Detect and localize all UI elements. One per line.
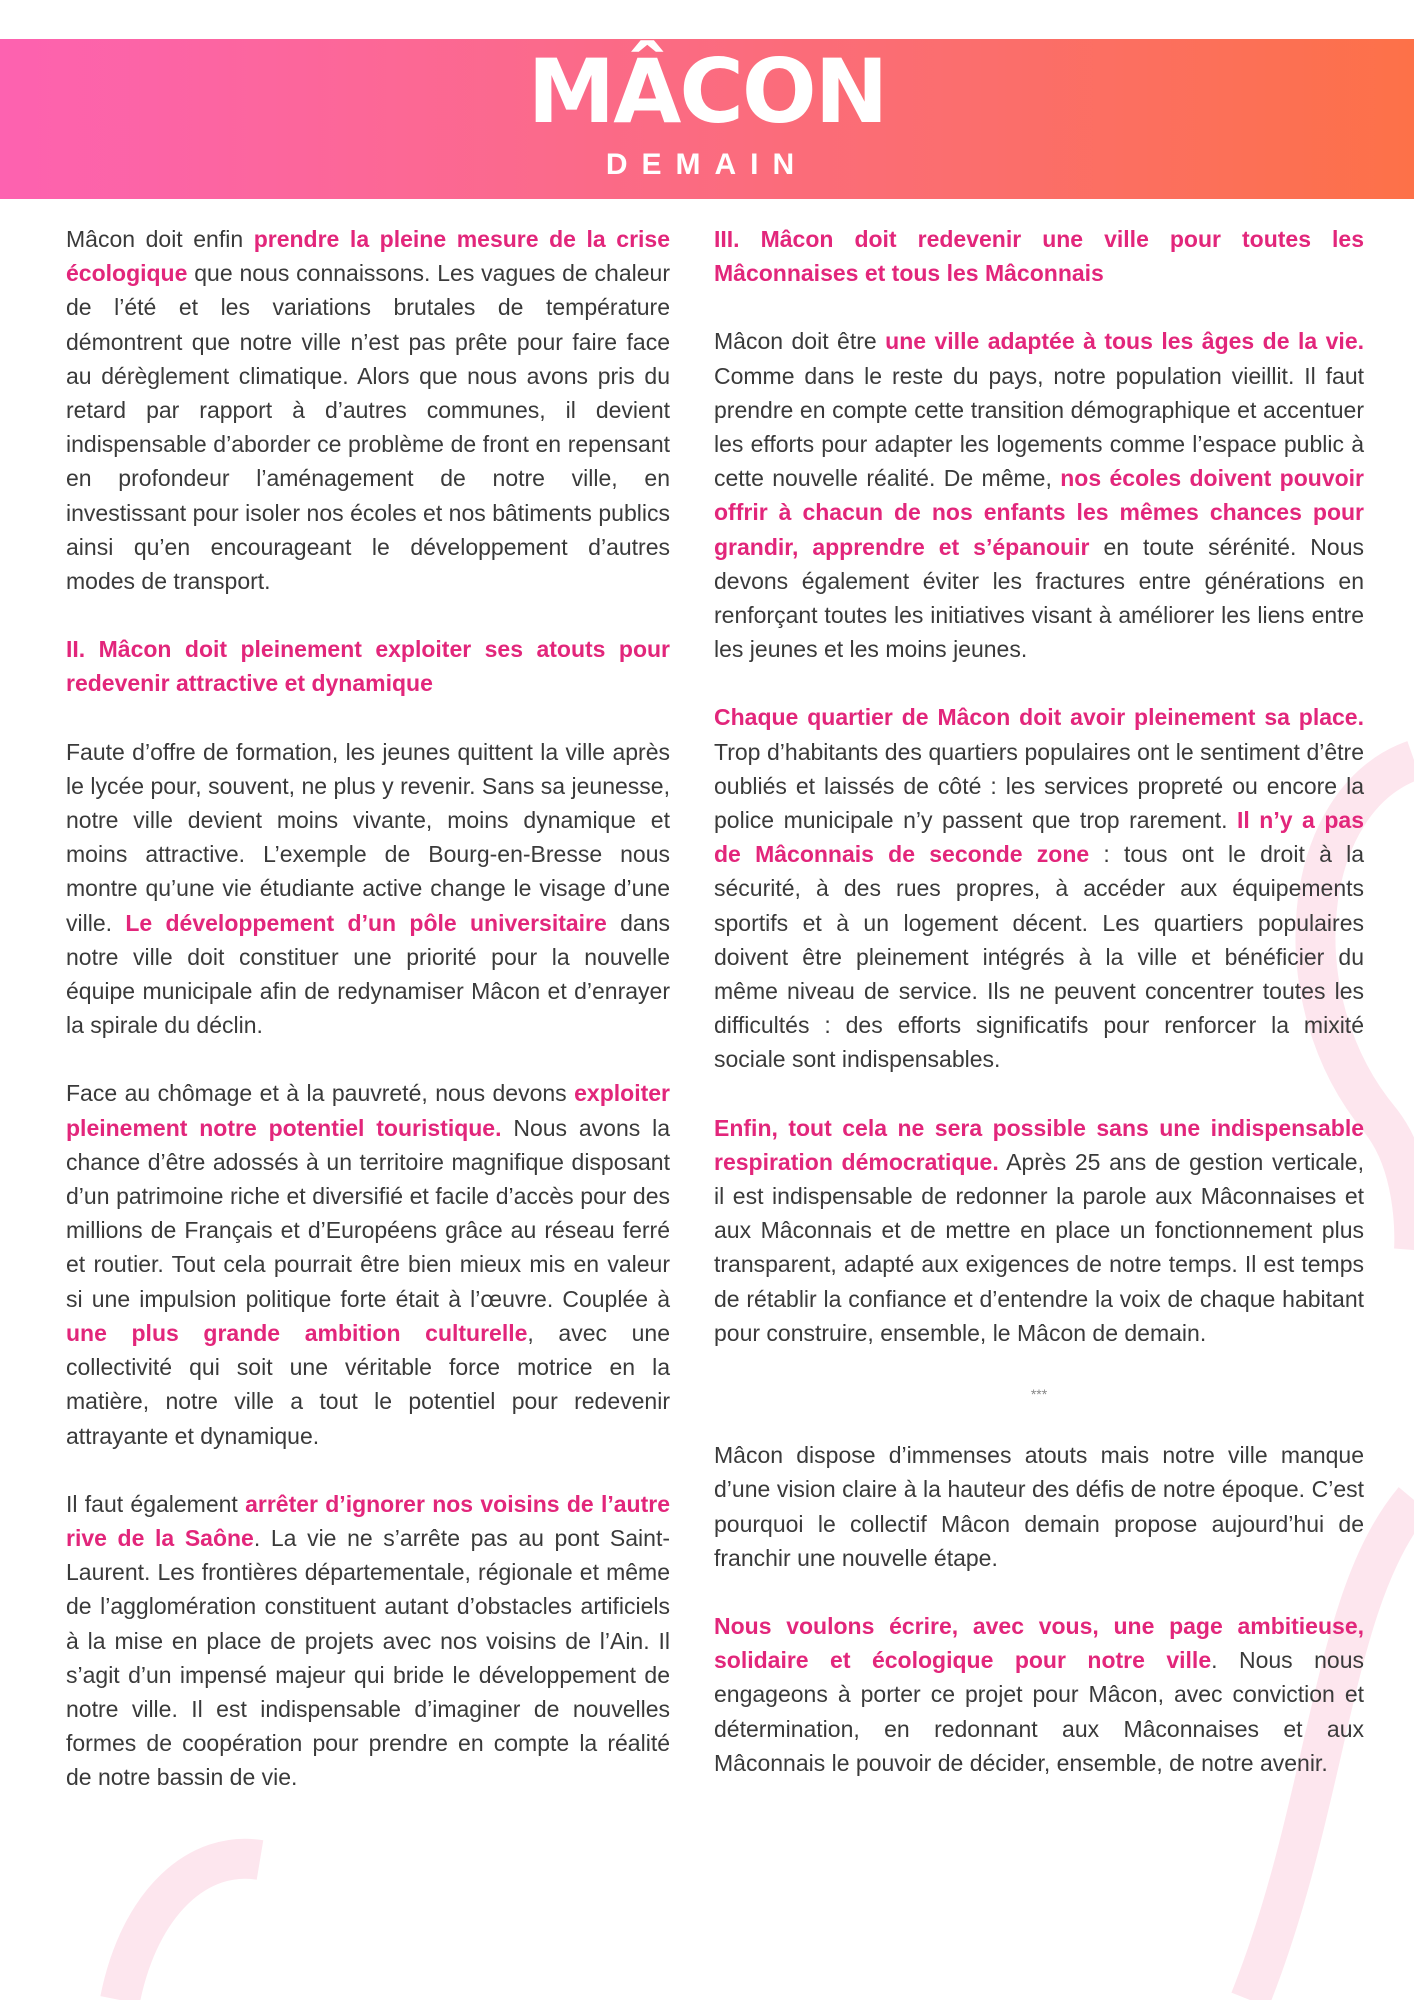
highlighted-text: Enfin, tout cela ne sera possible sans une indispensable respiration démocratique.: [714, 1114, 1364, 1175]
body-text: Il faut également: [66, 1490, 246, 1517]
body-text: : tous ont le droit à la sécurité, à des rues propres, à accéder aux équipements sportifs et à un logement décent. Les quartiers populaires doivent être pleinement intégrés à la ville et bénéficier du même niveau de service. Ils ne peuvent concentrer toutes les difficultés : des efforts significatifs pour renforcer la mixité sociale sont indispensables.: [714, 841, 1364, 1073]
logo-subtitle: DEMAIN: [605, 148, 809, 181]
highlighted-text: exploiter pleinement notre potentiel touristique.: [66, 1080, 670, 1141]
highlighted-text: Nous voulons écrire, avec vous, une page ambitieuse, solidaire et écologique pour notre ville: [714, 1612, 1364, 1674]
body-text: que nous connaissons. Les vagues de chaleur de l’été et les variations brutales de température démontrent que notre ville n’est pas prête pour faire face au dérèglement climatique. Alors que nous avons pris du retard par rapport à d’autres communes, il devient indispensable d’aborder ce problème de front en repensant en profondeur l’aménagement de notre ville, en investissant pour isoler nos écoles et nos bâtiments publics ainsi qu’en encourageant le développement d’autres modes de transport.: [66, 260, 670, 595]
highlighted-text: une plus grande ambition culturelle: [66, 1319, 528, 1346]
paragraph: [714, 1111, 1364, 1350]
paragraph: [714, 1609, 1364, 1780]
highlighted-text: nos écoles doivent pouvoir offrir à chacun de nos enfants les mêmes chances pour grandir, apprendre et s’épanouir: [714, 465, 1364, 560]
paragraph: [714, 700, 1364, 1076]
body-text: , avec une collectivité qui soit une véritable force motrice en la matière, notre ville a tout le potentiel pour redevenir attrayante et dynamique.: [66, 1319, 670, 1449]
highlighted-text: une ville adaptée à tous les âges de la vie.: [885, 328, 1364, 355]
body-text: . Nous nous engageons à porter ce projet pour Mâcon, avec conviction et détermination, en redonnant aux Mâconnaises et aux Mâconnais le pouvoir de décider, ensemble, de notre avenir.: [714, 1647, 1364, 1776]
section-separator: ***: [1030, 1386, 1048, 1403]
body-text: Après 25 ans de gestion verticale, il est indispensable de redonner la parole aux Mâconnaises et aux Mâconnais et de mettre en place un fonctionnement plus transparent, adapté aux exigences de notre temps. Il est temps de rétablir la confiance et d’entendre la voix de chaque habitant pour construire, ensemble, le Mâcon de demain.: [714, 1148, 1364, 1346]
highlighted-text: Le développement d’un pôle universitaire: [125, 909, 607, 936]
paragraph: [66, 1487, 670, 1795]
highlighted-text: prendre la pleine mesure de la crise écologique: [66, 226, 670, 287]
body-text: Nous avons la chance d’être adossés à un territoire magnifique disposant d’un patrimoine riche et diversifié et facile d’accès pour des millions de Français et d’Européens grâce au réseau ferré et routier. Tout cela pourrait être bien mieux mis en valeur si une impulsion politique forte était à l’œuvre. Couplée à: [66, 1114, 670, 1312]
body-text: dans notre ville doit constituer une priorité pour la nouvelle équipe municipale afin de redynamiser Mâcon et d’enrayer la spirale du déclin.: [66, 909, 670, 1039]
section-heading: [66, 632, 670, 700]
highlighted-text: arrêter d’ignorer nos voisins de l’autre rive de la Saône: [66, 1490, 671, 1551]
paragraph: [66, 222, 670, 598]
paragraph: [714, 324, 1364, 666]
paragraph: [66, 1076, 670, 1452]
highlighted-text: Chaque quartier de Mâcon doit avoir pleinement sa place.: [714, 704, 1364, 731]
paragraph: [714, 1438, 1364, 1575]
body-text: Faute d’offre de formation, les jeunes quittent la ville après le lycée pour, souvent, ne plus y revenir. Sans sa jeunesse, notre ville devient moins vivante, moins dynamique et moins attractive. L’exemple de Bourg-en-Bresse nous montre qu’une vie étudiante active change le visage d’une ville.: [66, 738, 670, 936]
logo-title: MÂCON: [527, 40, 887, 143]
body-text: Mâcon dispose d’immenses atouts mais notre ville manque d’une vision claire à la hauteur des défis de notre époque. C’est pourquoi le collectif Mâcon demain propose aujourd’hui de franchir une nouvelle étape.: [714, 1442, 1364, 1571]
section-heading: [714, 222, 1364, 290]
header-banner: [0, 39, 1414, 199]
body-text: . La vie ne s’arrête pas au pont Saint-Laurent. Les frontières départementale, régionale et même de l’agglomération constituent autant d’obstacles artificiels à la mise en place de projets avec nos voisins de l’Ain. Il s’agit d’un impensé majeur qui bride le développement de notre ville. Il est indispensable d’imaginer de nouvelles formes de coopération pour prendre en compte la réalité de notre bassin de vie.: [66, 1524, 670, 1791]
body-text: Face au chômage et à la pauvreté, nous devons: [66, 1080, 575, 1107]
body-text: Comme dans le reste du pays, notre population vieillit. Il faut prendre en compte cette transition démographique et accentuer les efforts pour adapter les logements comme l’espace public à cette nouvelle réalité. De même,: [714, 362, 1364, 492]
body-text: Mâcon doit enfin: [66, 226, 254, 252]
highlighted-text: II. Mâcon doit pleinement exploiter ses atouts pour redevenir attractive et dynamique: [66, 636, 670, 697]
highlighted-text: Il n’y a pas de Mâconnais de seconde zone: [714, 807, 1364, 868]
body-text: Mâcon doit être: [714, 328, 886, 355]
body-text: Trop d’habitants des quartiers populaires ont le sentiment d’être oubliés et laissés de côté : les services propreté ou encore la police municipale n’y passent que trop rarement.: [714, 738, 1364, 834]
body-text: en toute sérénité. Nous devons également éviter les fractures entre générations en renforçant toutes les initiatives visant à améliorer les liens entre les jeunes et les moins jeunes.: [714, 533, 1364, 663]
highlighted-text: III. Mâcon doit redevenir une ville pour toutes les Mâconnaises et tous les Mâconnais: [714, 226, 1364, 287]
right-column: [714, 222, 1364, 1814]
paragraph: [66, 735, 670, 1043]
left-column: [66, 222, 670, 1829]
